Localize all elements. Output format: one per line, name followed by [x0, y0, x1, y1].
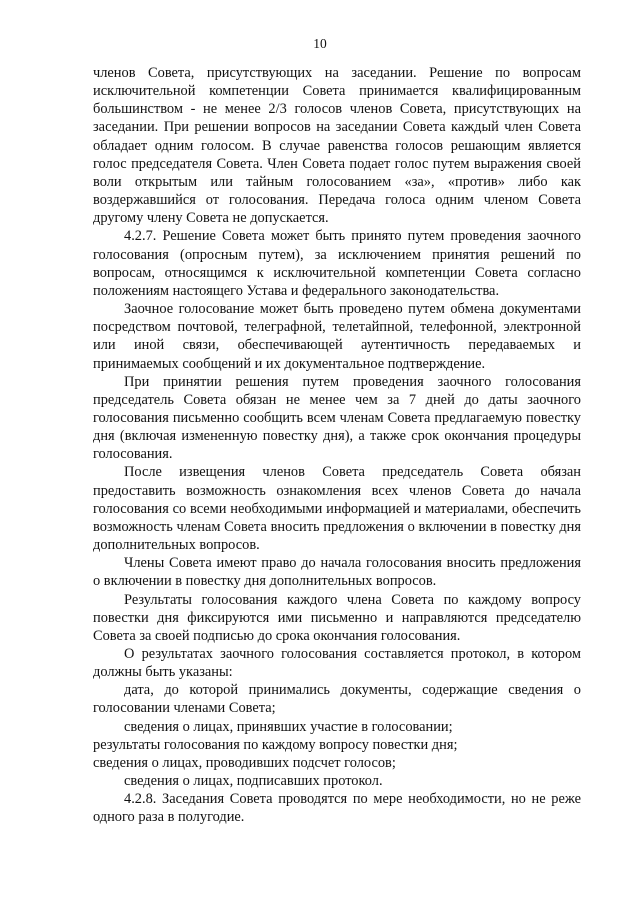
paragraph-voting-rules: членов Совета, присутствующих на заседании. Решение по вопросам исключительной компетенции Совета принимается квалифицированным большинством - не менее 2/3 голосов членов Совета, присутствующих на заседании. При решении вопросов на заседании Совета каждый член Совета обладает одним голосом. В случае равенства голосов решающим является голос председателя Совета. Член Совета подает голос путем выражения своей воли открытым или тайным голосованием «за», «против» либо как воздержавшийся от голосования. Передача голоса одним членом Совета другому члену Совета не допускается. [93, 65, 581, 227]
paragraph-voting-results: Результаты голосования каждого члена Совета по каждому вопросу повестки дня фиксируются ими письменно и направляются председателю Совета за своей подписью до срока окончания голосования. [93, 591, 581, 644]
document-body [93, 64, 581, 827]
protocol-item-counters: сведения о лицах, проводивших подсчет голосов; [93, 754, 396, 771]
protocol-item-signers: сведения о лицах, подписавших протокол. [124, 773, 383, 790]
paragraph-chairman-notice: При принятии решения путем проведения заочного голосования председатель Совета обязан не менее чем за 7 дней до даты заочного голосования письменно сообщить всем членам Совета предлагаемую повестку дня (включая измененную повестку дня), а также срок окончания процедуры голосования. [93, 373, 581, 463]
protocol-item-date: дата, до которой принимались документы, содержащие сведения о голосовании членами Совета; [93, 682, 581, 717]
paragraph-absentee-voting-methods: Заочное голосование может быть проведено путем обмена документами посредством почтовой, телеграфной, телетайпной, телефонной, электронной или иной связи, обеспечивающей аутентичность передаваемых и принимаемых сообщений и их документальное подтверждение. [93, 301, 581, 372]
paragraph-4-2-7: 4.2.7. Решение Совета может быть принято путем проведения заочного голосования (опросным путем), за исключением принятия решений по вопросам, относящимся к исключительной компетенции Совета согласно положениям настоящего Устава и федерального законодательства. [93, 228, 581, 299]
protocol-item-results: результаты голосования по каждому вопросу повестки дня; [93, 736, 458, 753]
paragraph-after-notice: После извещения членов Совета председатель Совета обязан предоставить возможность ознакомления всех членов Совета до начала голосования со всеми необходимыми информацией и материалами, обеспечить возможность членам Совета вносить предложения о включении в повестку дня дополнительных вопросов. [93, 464, 581, 554]
paragraph-4-2-8: 4.2.8. Заседания Совета проводятся по мере необходимости, но не реже одного раза в полугодие. [93, 791, 581, 826]
paragraph-protocol-intro: О результатах заочного голосования составляется протокол, в котором должны быть указаны: [93, 646, 581, 681]
paragraph-members-rights: Члены Совета имеют право до начала голосования вносить предложения о включении в повестку дня дополнительных вопросов. [93, 555, 581, 590]
protocol-item-participants: сведения о лицах, принявших участие в голосовании; [124, 718, 453, 735]
page-number: 10 [313, 36, 327, 51]
